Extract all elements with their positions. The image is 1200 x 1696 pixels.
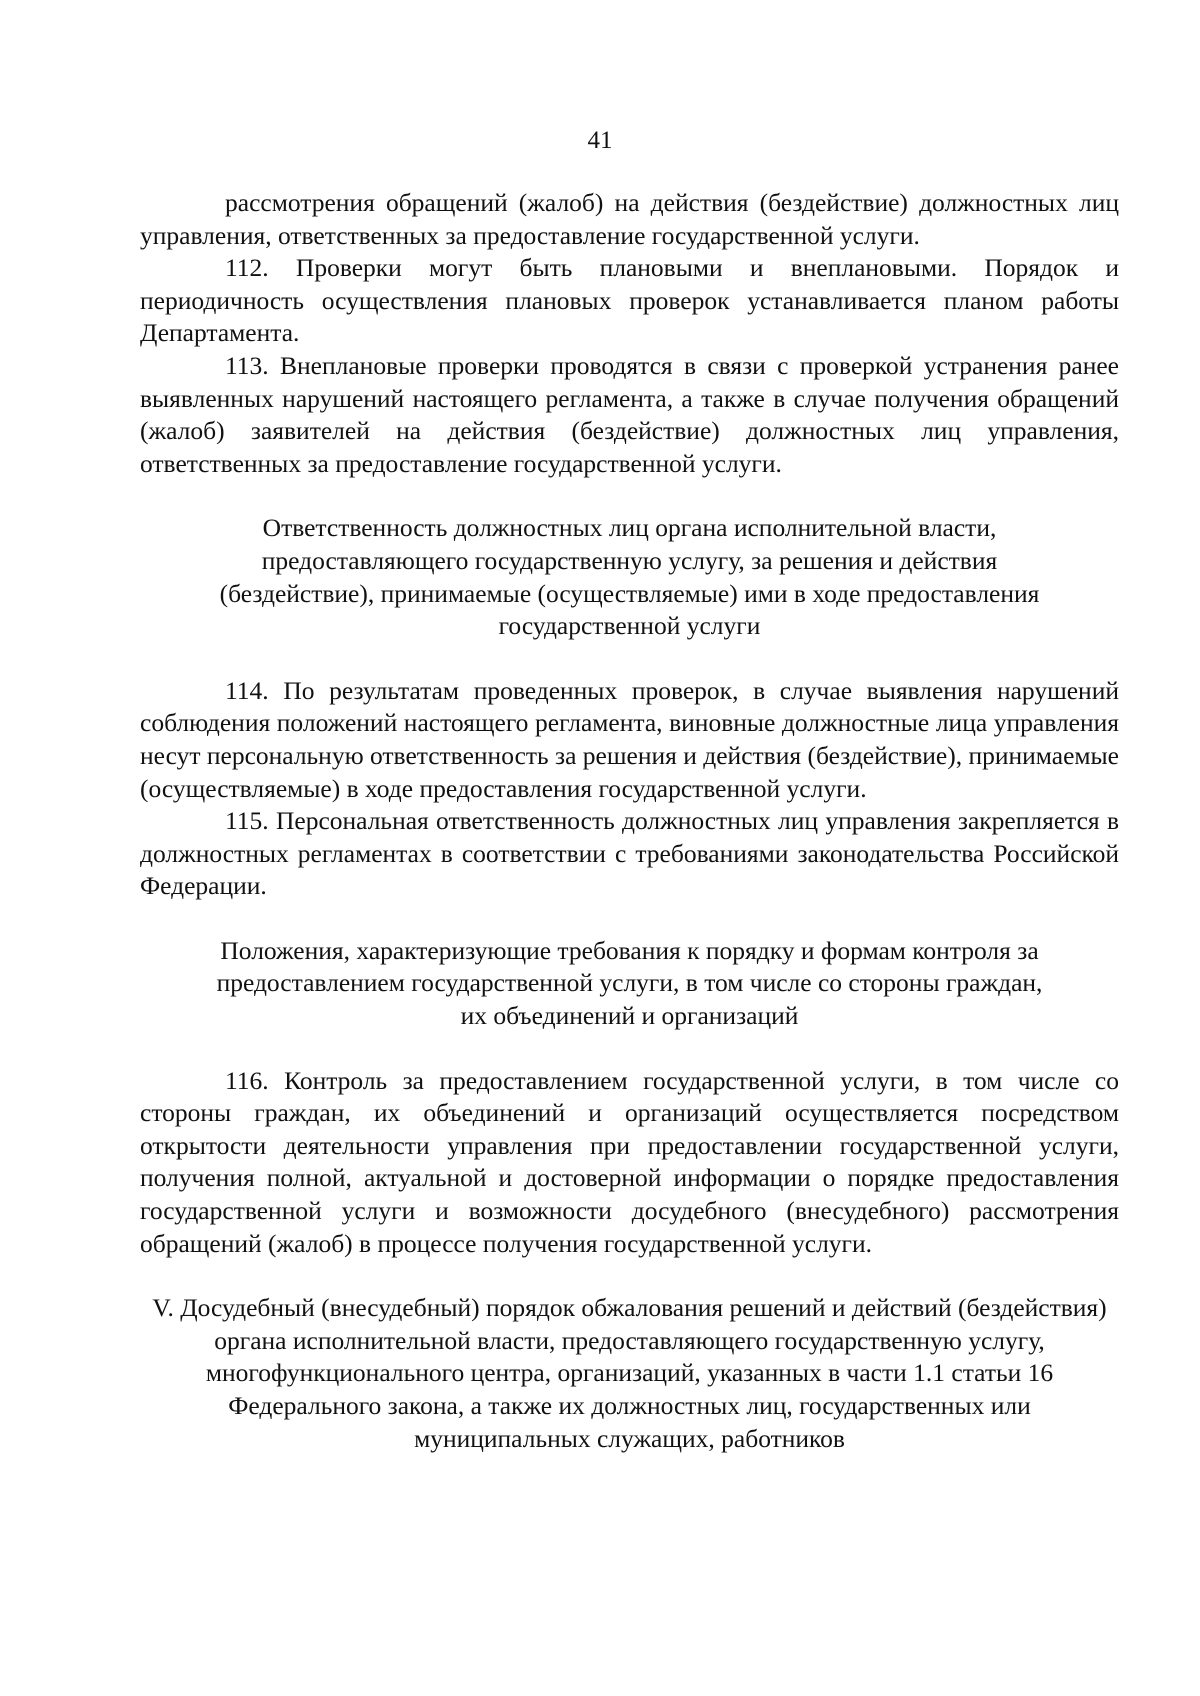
paragraph-113: 113. Внеплановые проверки проводятся в связи с проверкой устранения ранее выявленных нарушений настоящего регламента, а также в случае получения обращений (жалоб) заявителей на действия (бездействие) должностных лиц управления, ответственных за предоставление государственной услуги. <box>140 350 1119 478</box>
paragraph-115: 115. Персональная ответственность должностных лиц управления закрепляется в должностных регламентах в соответствии с требованиями законодательства Российской Федерации. <box>140 806 1119 901</box>
paragraph-114: 114. По результатам проведенных проверок, в случае выявления нарушений соблюдения положений настоящего регламента, виновные должностные лица управления несут персональную ответственность за решения и действия (бездействие), принимаемые (осуществляемые) в ходе предоставления государственной услуги. <box>140 675 1119 803</box>
paragraph-continuation: рассмотрения обращений (жалоб) на действия (бездействие) должностных лиц управления, ответственных за предоставление государственной услуги. <box>140 188 1119 250</box>
section-heading-control: Положения, характеризующие требования к порядку и формам контроля за предоставлением государственной услуги, в том числе со стороны граждан, их объединений и организаций <box>216 935 1043 1031</box>
page-number: 41 <box>587 127 613 154</box>
section-heading-responsibility: Ответственность должностных лиц органа исполнительной власти, предоставляющего государственную услугу, за решения и действия (бездействие), принимаемые (осуществляемые) ими в ходе предоставления государственной услуги <box>219 513 1040 641</box>
paragraph-112: 112. Проверки могут быть плановыми и внеплановыми. Порядок и периодичность осуществления плановых проверок устанавливается планом работы Департамента. <box>140 253 1119 348</box>
section-heading-chapter-v: V. Досудебный (внесудебный) порядок обжалования решений и действий (бездействия) органа исполнительной власти, предоставляющего государственную услугу, многофункционального центра, организаций, указанных в части 1.1 статьи 16 Федерального закона, а также их должностных лиц, государственных или муниципальных служащих, работников <box>152 1293 1107 1453</box>
document-body <box>140 187 1119 1455</box>
paragraph-116: 116. Контроль за предоставлением государственной услуги, в том числе со стороны граждан, их объединений и организаций осуществляется посредством открытости деятельности управления при предоставлении государственной услуги, получения полной, актуальной и достоверной информации о порядке предоставления государственной услуги и возможности досудебного (внесудебного) рассмотрения обращений (жалоб) в процессе получения государственной услуги. <box>140 1065 1119 1258</box>
